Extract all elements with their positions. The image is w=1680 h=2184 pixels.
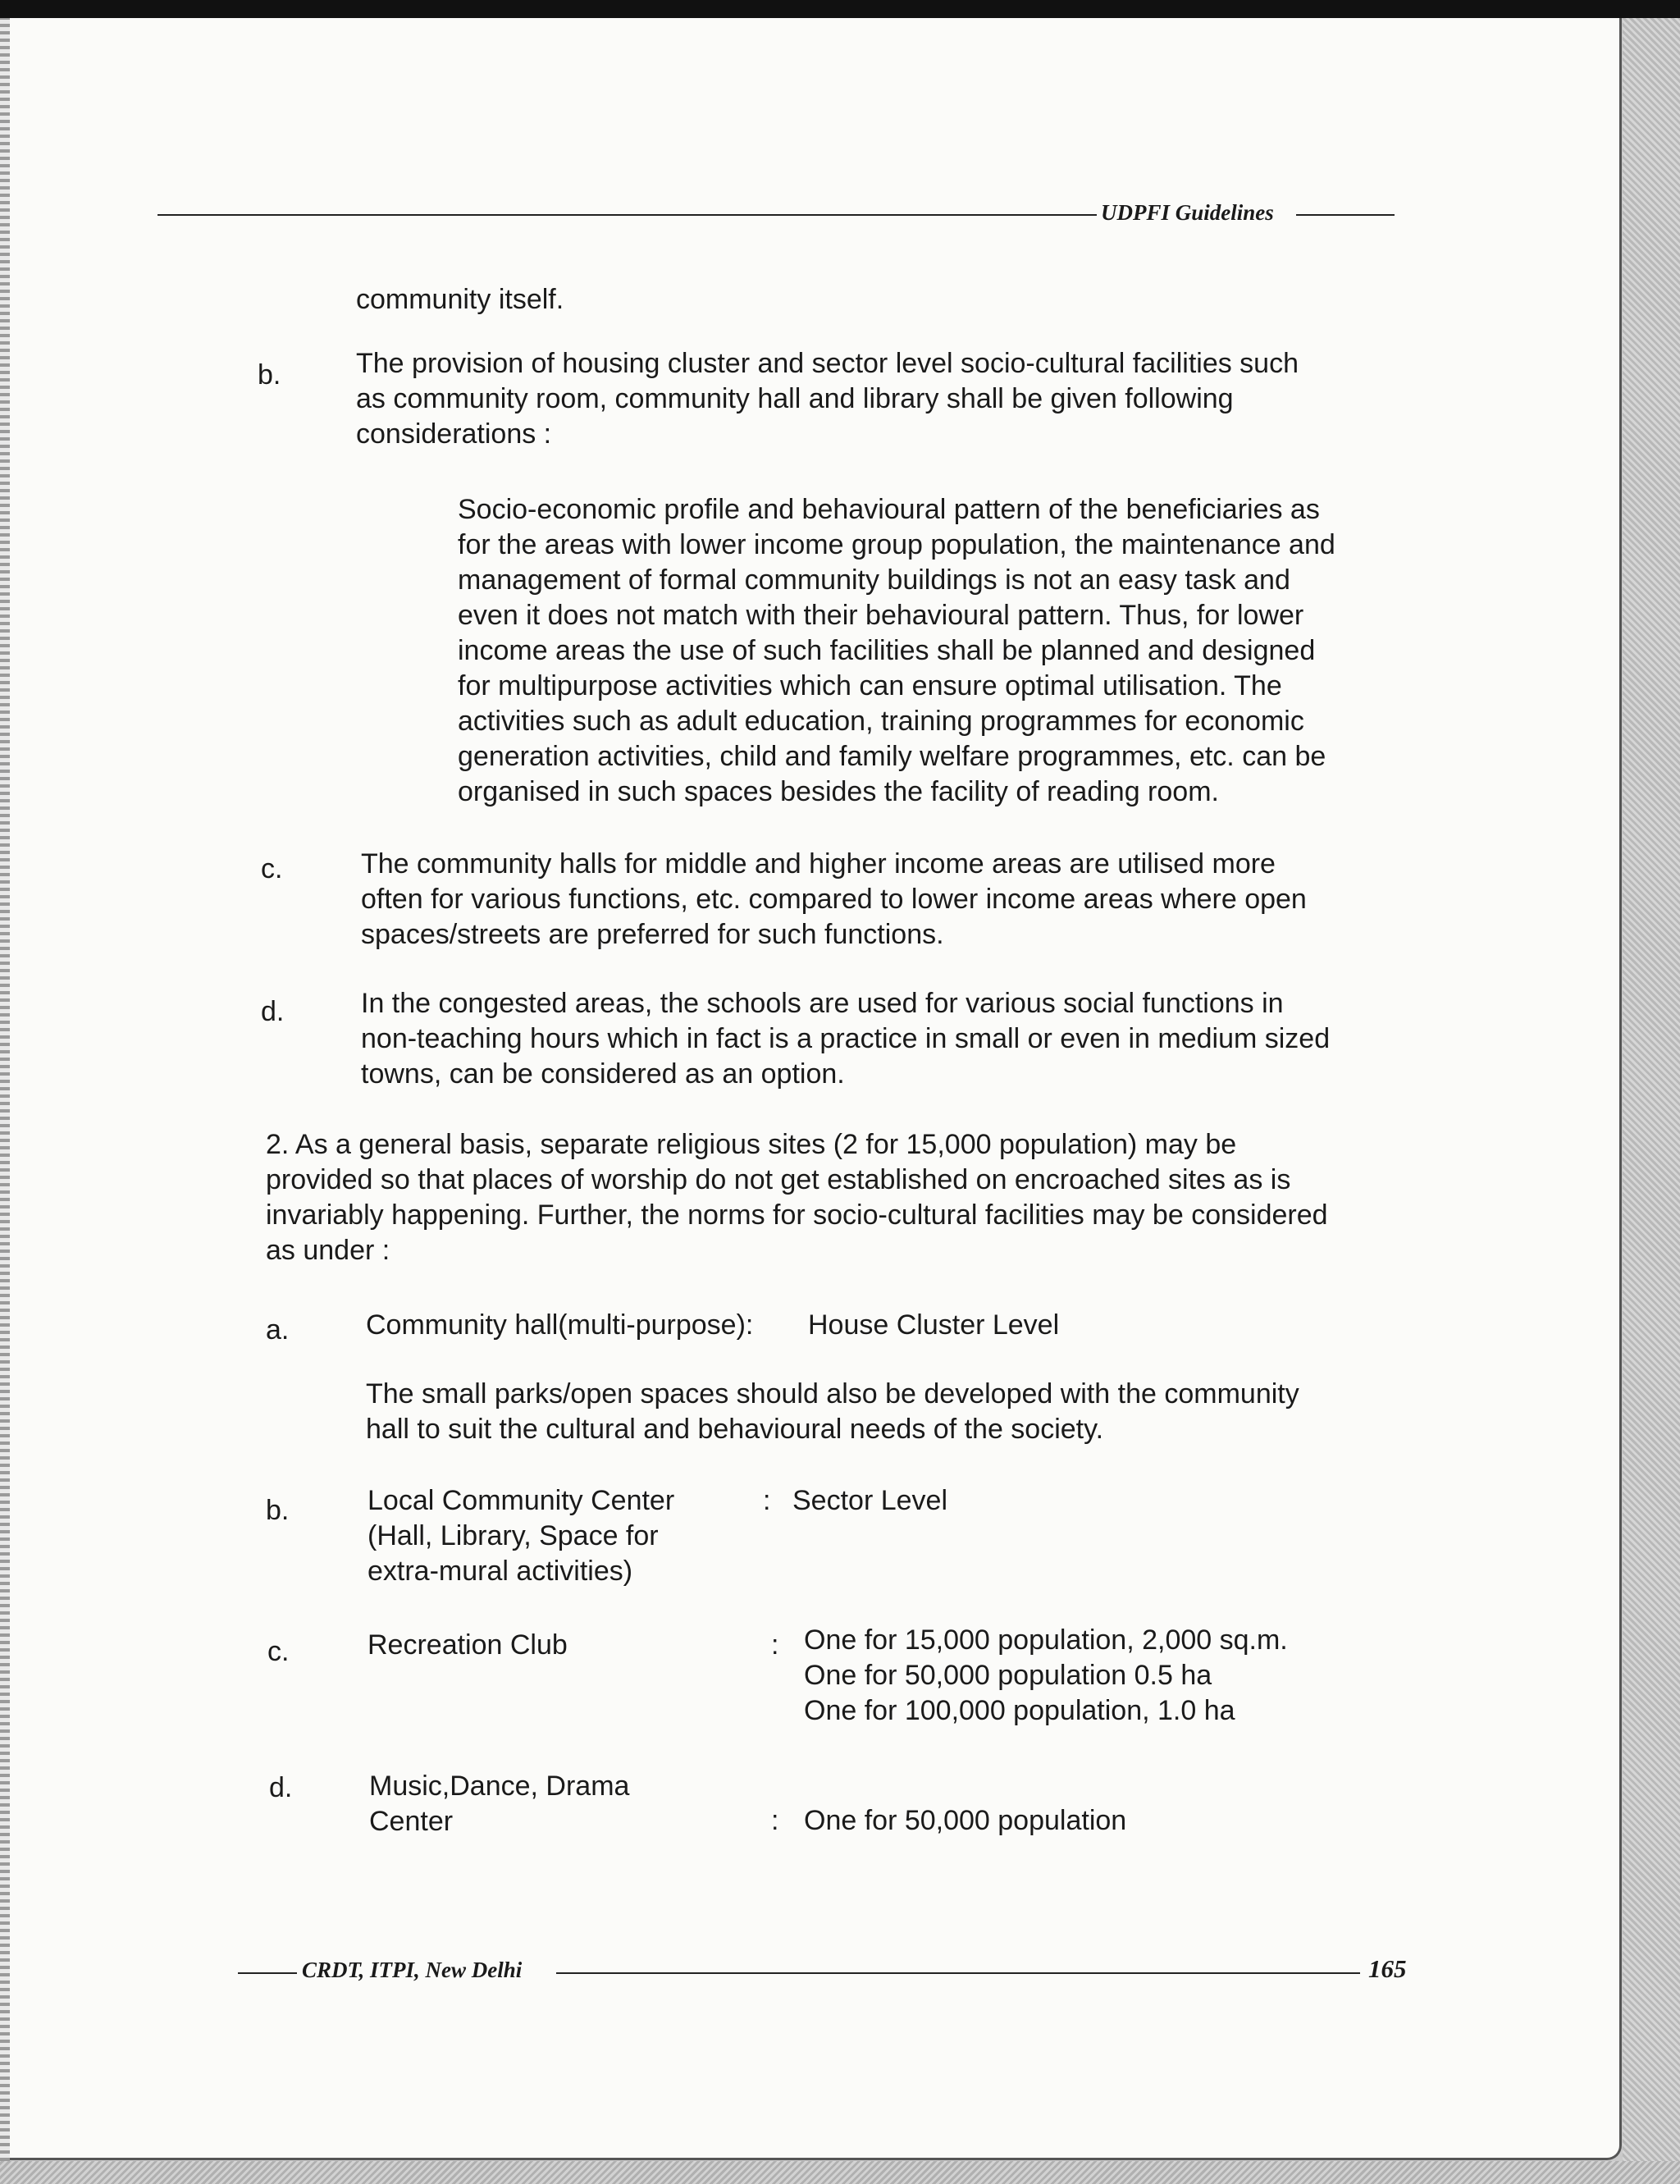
paragraph-line: 2. As a general basis, separate religious sites (2 for 15,000 population) may be: [266, 1129, 1237, 1160]
paragraph-line: hall to suit the cultural and behavioural needs of the society.: [366, 1414, 1104, 1445]
paragraph-line: Socio-economic profile and behavioural pattern of the beneficiaries as: [458, 494, 1320, 525]
scan-left-edge: [0, 18, 10, 2161]
footer-rule-left: [238, 1972, 297, 1974]
norm-a-note: [366, 1377, 1299, 1447]
norm-a-label: a.: [266, 1314, 290, 1346]
paragraph-line: even it does not match with their behavioural pattern. Thus, for lower: [458, 600, 1304, 631]
item-b-label: b.: [258, 359, 281, 391]
facility-name-line: extra-mural activities): [368, 1556, 633, 1587]
paragraph-line: towns, can be considered as an option.: [361, 1058, 845, 1090]
item-b-paragraph: [356, 346, 1299, 452]
norm-d-value: One for 50,000 population: [804, 1805, 1127, 1836]
norm-c-name: Recreation Club: [368, 1629, 568, 1661]
paragraph-line: as under :: [266, 1235, 390, 1266]
item-c-label: c.: [261, 853, 283, 884]
page-number: 165: [1368, 1954, 1407, 1983]
paragraph-line: The provision of housing cluster and sector level socio-cultural facilities such: [356, 348, 1299, 379]
norm-d-label: d.: [269, 1772, 293, 1803]
paragraph-line: non-teaching hours which in fact is a practice in small or even in medium sized: [361, 1023, 1331, 1054]
norm-b-name: [368, 1483, 674, 1589]
sub-paragraph: [458, 492, 1335, 810]
paragraph-line: invariably happening. Further, the norms for socio-cultural facilities may be considered: [266, 1199, 1328, 1231]
norm-b-colon: :: [763, 1485, 771, 1516]
paragraph-line: organised in such spaces besides the facility of reading room.: [458, 776, 1219, 807]
header-title: UDPFI Guidelines: [1101, 200, 1274, 225]
paragraph-line: activities such as adult education, training programmes for economic: [458, 706, 1304, 737]
footer-publisher: CRDT, ITPI, New Delhi: [302, 1958, 523, 1982]
norm-c-label: c.: [267, 1636, 290, 1667]
norm-d-colon: :: [771, 1805, 779, 1836]
paragraph-line: spaces/streets are preferred for such functions.: [361, 919, 944, 950]
paragraph-line: often for various functions, etc. compared to lower income areas where open: [361, 884, 1307, 915]
norm-c-values: [804, 1623, 1288, 1729]
norm-value-line: One for 100,000 population, 1.0 ha: [804, 1695, 1235, 1726]
norm-a-value: House Cluster Level: [808, 1309, 1060, 1341]
paragraph-line: considerations :: [356, 418, 552, 450]
norm-c-colon: :: [771, 1629, 779, 1661]
item-d-label: d.: [261, 996, 285, 1027]
paragraph-line: The small parks/open spaces should also be developed with the community: [366, 1378, 1299, 1410]
norm-value-line: One for 15,000 population, 2,000 sq.m.: [804, 1624, 1288, 1656]
document-page: [10, 18, 1622, 2160]
paragraph-line: In the congested areas, the schools are used for various social functions in: [361, 988, 1284, 1019]
paragraph-line: as community room, community hall and library shall be given following: [356, 383, 1234, 414]
item-c-paragraph: [361, 847, 1307, 953]
paragraph-line: income areas the use of such facilities shall be planned and designed: [458, 635, 1316, 666]
scan-right-margin: [1623, 18, 1680, 2184]
item-d-paragraph: [361, 986, 1330, 1092]
norm-a-heading: Community hall(multi-purpose):: [366, 1309, 754, 1341]
scan-bottom-margin: [0, 2161, 1680, 2184]
paragraph-line: for multipurpose activities which can ensure optimal utilisation. The: [458, 670, 1282, 701]
paragraph-line: The community halls for middle and higher income areas are utilised more: [361, 848, 1276, 880]
header-rule-right: [1296, 214, 1395, 216]
norm-b-value: Sector Level: [792, 1485, 947, 1516]
continued-text: community itself.: [356, 284, 564, 315]
norm-value-line: One for 50,000 population 0.5 ha: [804, 1660, 1212, 1691]
norm-b-label: b.: [266, 1495, 290, 1526]
facility-name-line: Center: [369, 1806, 454, 1837]
paragraph-line: generation activities, child and family welfare programmes, etc. can be: [458, 741, 1326, 772]
facility-name-line: (Hall, Library, Space for: [368, 1520, 659, 1551]
paragraph-line: provided so that places of worship do not get established on encroached sites as is: [266, 1164, 1291, 1195]
norm-d-name: [369, 1769, 629, 1839]
section2-intro: [266, 1127, 1328, 1268]
facility-name-line: Music,Dance, Drama: [369, 1771, 630, 1802]
scan-top-band: [0, 0, 1680, 18]
facility-name-line: Local Community Center: [368, 1485, 675, 1516]
paragraph-line: for the areas with lower income group population, the maintenance and: [458, 529, 1335, 560]
footer-rule-right: [556, 1972, 1360, 1974]
paragraph-line: management of formal community buildings is not an easy task and: [458, 564, 1290, 596]
header-rule-left: [158, 214, 1097, 216]
